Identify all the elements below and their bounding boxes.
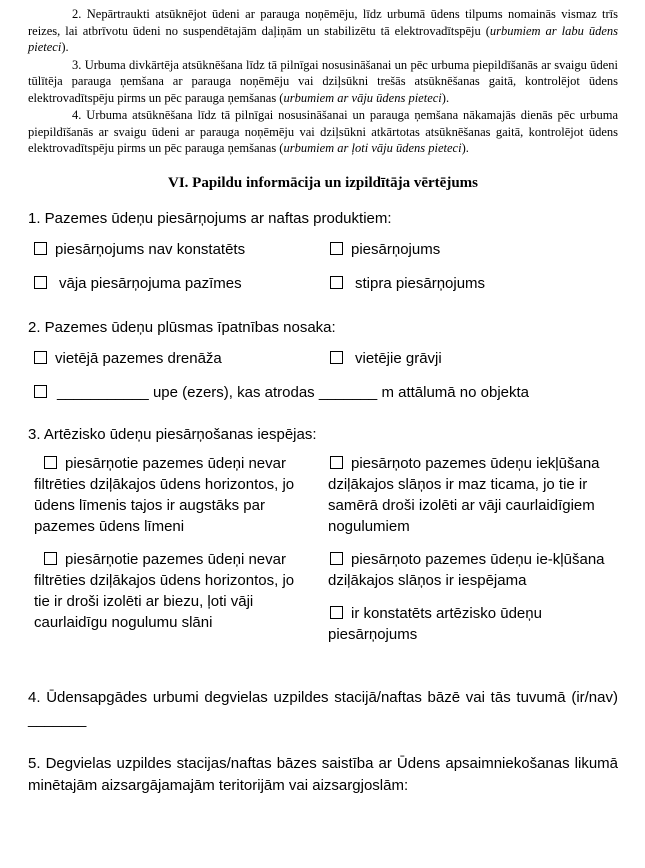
checkbox[interactable] — [34, 351, 47, 364]
q3-option-e-text: ir konstatēts artēzisko ūdeņu piesārņojums — [328, 604, 542, 643]
checkbox[interactable] — [34, 385, 47, 398]
checkbox[interactable] — [44, 552, 57, 565]
q1-title: 1. Pazemes ūdeņu piesārņojums ar naftas produktiem: — [28, 209, 392, 227]
checkbox[interactable] — [330, 606, 343, 619]
q3-option-b-text: piesārņoto pazemes ūdeņu iekļūšana dziļākajos slāņos ir maz ticama, jo tie ir samērā droši izolēti ar vāji caurlaidīgiem nogulumiem — [328, 454, 600, 535]
q2-row-1 — [28, 350, 618, 384]
q1-option-strong: stipra piesārņojums — [355, 274, 486, 292]
q1-option-no-pollution: piesārņojums nav konstatēts — [55, 240, 246, 258]
checkbox[interactable] — [330, 242, 343, 255]
document-page — [28, 6, 618, 797]
checkbox[interactable] — [330, 351, 343, 364]
q3-option-a-text: piesārņotie pazemes ūdeņi nevar filtrēties dziļākajos ūdens horizontos, jo ūdens līmenis tajos ir augstāks par pazemes ūdens līmeni — [34, 454, 295, 535]
q3-option-c-text: piesārņotie pazemes ūdeņi nevar filtrēties dziļākajos ūdens horizontos, jo tie ir droši izolēti ar biezu, ļoti vāji caurlaidīgu nogulumu slāni — [34, 550, 295, 631]
q2-option-ditches: vietējie grāvji — [355, 349, 442, 367]
checkbox[interactable] — [330, 456, 343, 469]
q2-river-name-blank[interactable]: ___________ — [57, 383, 149, 401]
q3-option-c — [34, 549, 314, 633]
q4-text: 4. Ūdensapgādes urbumi degvielas uzpildes stacijā/naftas bāzē vai tās tuvumā (ir/nav) — [28, 688, 618, 706]
q3-option-d-text: piesārņoto pazemes ūdeņu ie-kļūšana dziļākajos slāņos ir iespējama — [328, 550, 605, 589]
method-paragraph-3: 3. Urbuma divkārtēja atsūknēšana līdz tā pilnīgai nosusināšanai un pēc urbuma piepildīšanās ar svaigu ūdeni tūlītēja parauga ņemšana ar parauga noņēmēju vai dziļsūkni trešās atsūknēšanas gaitā, kontrolējot ūdens elektrovadītspēju pirms un pēc parauga ņemšanas (urbumiem ar vāju ūdens pieteci). — [28, 57, 618, 105]
method-paragraph-4: 4. Urbuma atsūknēšana līdz tā pilnīgai nosusināšanai un parauga ņemšana nākamajās dienās pēc urbuma piepildīšanās ar svaigu ūdeni ar parauga noņēmēju vai dziļsūkni atkārtotas atsūknēšanas gaitā, kontrolējot ūdens elektrovadītspēju pirms un pēc parauga ņemšanas (urbumiem ar ļoti vāju ūdens pieteci). — [28, 108, 618, 155]
q3-option-d — [328, 549, 608, 591]
section-title: VI. Papildu informācija un izpildītāja vērtējums — [168, 174, 478, 191]
q2-river-text: upe (ezers), kas atrodas — [152, 383, 315, 401]
q1-option-pollution: piesārņojums — [351, 240, 441, 258]
method-paragraph-2: 2. Nepārtraukti atsūknējot ūdeni ar parauga noņēmēju, līdz urbumā ūdens tilpums nomainās vismaz trīs reizes, lai atbrīvotu ūdeni no suspendētajām daļiņām un stabilizētu tā elektrovadītspēju (urbumiem ar labu ūdens pieteci). — [28, 7, 618, 54]
checkbox[interactable] — [330, 276, 343, 289]
q4-question — [28, 687, 618, 731]
checkbox[interactable] — [44, 456, 57, 469]
q2-river-text-end: m attālumā no objekta — [381, 383, 530, 401]
checkbox[interactable] — [34, 242, 47, 255]
q1-option-weak-signs: vāja piesārņojuma pazīmes — [59, 274, 242, 292]
q3-option-a — [34, 453, 314, 537]
q4-answer-blank[interactable]: _______ — [28, 710, 87, 728]
q1-row-2 — [28, 275, 618, 309]
checkbox[interactable] — [34, 276, 47, 289]
q5-question: 5. Degvielas uzpildes stacijas/naftas bāzes saistība ar Ūdens apsaimniekošanas likumā minētajām aizsargājamajām teritorijām vai aizsargjoslām: — [28, 754, 618, 794]
checkbox[interactable] — [330, 552, 343, 565]
q2-row-2 — [28, 384, 618, 424]
q3-option-e — [328, 603, 608, 645]
q3-title: 3. Artēzisko ūdeņu piesārņošanas iespējas: — [28, 425, 317, 443]
q2-distance-blank[interactable]: _______ — [318, 383, 378, 401]
q2-option-drainage: vietējā pazemes drenāža — [55, 349, 222, 367]
q2-title: 2. Pazemes ūdeņu plūsmas īpatnības nosaka: — [28, 318, 336, 336]
q3-option-b — [328, 453, 608, 537]
q3-options — [28, 453, 618, 687]
q1-row-1 — [28, 241, 618, 275]
